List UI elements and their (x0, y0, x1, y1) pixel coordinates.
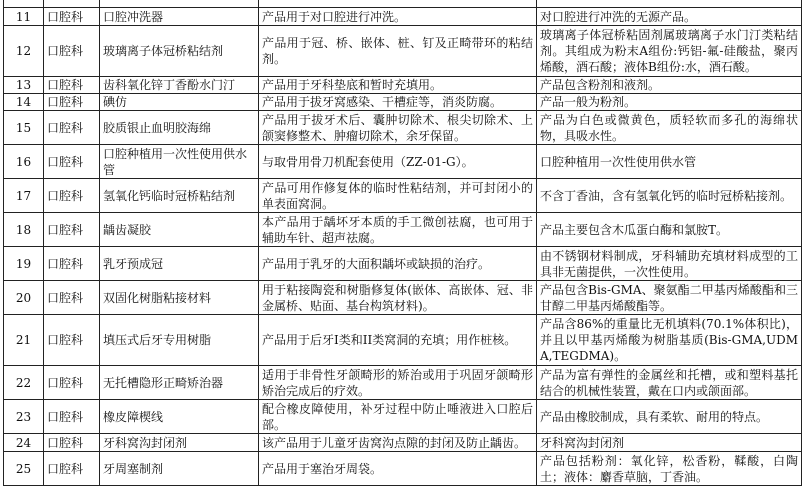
description-cell: 产品由橡胶制成，具有柔软、耐用的特点。 (537, 400, 802, 434)
table-row (4, 94, 802, 111)
product-name-cell: 橡皮障楔线 (100, 400, 259, 434)
row-number (4, 0, 44, 8)
intended-use-cell: 适用于非骨性牙颌畸形的矫治或用于巩固牙颌畸形矫治完成后的疗效。 (259, 366, 537, 400)
table-row (4, 400, 802, 434)
row-number: 24 (4, 434, 44, 452)
department-cell: 口腔科 (44, 366, 100, 400)
intended-use-cell: 产品用于拔牙术后、囊肿切除术、根尖切除术、上颌窦修整术、肿瘤切除术，余牙保留。 (259, 111, 537, 145)
row-number: 25 (4, 452, 44, 486)
description-cell: 产品主要包含木瓜蛋白酶和氯胺T。 (537, 213, 802, 247)
row-number: 17 (4, 179, 44, 213)
row-number: 13 (4, 77, 44, 94)
department-cell: 口腔科 (44, 452, 100, 486)
row-number: 16 (4, 145, 44, 179)
product-name-cell: 乳牙预成冠 (100, 247, 259, 281)
description-cell: 产品包含粉剂和液剂。 (537, 77, 802, 94)
table-row (4, 315, 802, 366)
table-row (4, 452, 802, 486)
description-cell (537, 0, 802, 8)
department-cell: 口腔科 (44, 247, 100, 281)
description-cell: 产品含86%的重量比无机填料(70.1%体积比)，并且以甲基丙烯酸为树脂基质(Bis-GMA,UDMA,TEGDMA)。 (537, 315, 802, 366)
table-row (4, 77, 802, 94)
department-cell: 口腔科 (44, 94, 100, 111)
table-row (4, 247, 802, 281)
device-catalog-table (3, 0, 802, 486)
intended-use-cell: 本产品用于龋坏牙本质的手工微创祛腐，也可用于辅助车针、超声祛腐。 (259, 213, 537, 247)
row-number: 22 (4, 366, 44, 400)
description-cell: 产品为富有弹性的金属丝和托槽，或和塑料基托结合的机械性装置，戴在口内或颌面部。 (537, 366, 802, 400)
row-number: 20 (4, 281, 44, 315)
row-number: 21 (4, 315, 44, 366)
row-number: 18 (4, 213, 44, 247)
description-cell: 由不锈钢材料制成，牙科辅助充填材料成型的工具非无菌提供，一次性使用。 (537, 247, 802, 281)
intended-use-cell: 产品用于塞治牙周袋。 (259, 452, 537, 486)
product-name-cell: 玻璃离子体冠桥粘结剂 (100, 26, 259, 77)
row-number: 23 (4, 400, 44, 434)
table-row (4, 213, 802, 247)
department-cell: 口腔科 (44, 8, 100, 26)
department-cell: 口腔科 (44, 179, 100, 213)
intended-use-cell: 产品用于对口腔进行冲洗。 (259, 8, 537, 26)
product-name-cell: 碘仿 (100, 94, 259, 111)
intended-use-cell: 产品用于后牙I类和II类窝洞的充填；用作桩核。 (259, 315, 537, 366)
row-number: 12 (4, 26, 44, 77)
description-cell: 产品包括粉剂：氧化锌，松香粉，鞣酸，白陶土；液体：麝香草脑，丁香油。 (537, 452, 802, 486)
department-cell: 口腔科 (44, 434, 100, 452)
department-cell (44, 0, 100, 8)
row-number: 15 (4, 111, 44, 145)
description-cell: 玻璃离子体冠桥粘固剂属玻璃离子水门汀类粘结剂。其组成为粉末A组份:钙铝-氟-硅酸盐，聚丙烯酸，酒石酸；液体B组份:水，酒石酸。 (537, 26, 802, 77)
table-row (4, 145, 802, 179)
department-cell: 口腔科 (44, 26, 100, 77)
product-name-cell: 齿科氧化锌丁香酚水门汀 (100, 77, 259, 94)
product-name-cell: 口腔冲洗器 (100, 8, 259, 26)
product-name-cell (100, 0, 259, 8)
table-row (4, 179, 802, 213)
department-cell: 口腔科 (44, 213, 100, 247)
description-cell: 产品包含Bis-GMA、聚氨酯二甲基丙烯酸酯和三甘醇二甲基丙烯酸酯等。 (537, 281, 802, 315)
product-name-cell: 牙周塞制剂 (100, 452, 259, 486)
product-name-cell: 填压式后牙专用树脂 (100, 315, 259, 366)
table-row (4, 26, 802, 77)
department-cell: 口腔科 (44, 281, 100, 315)
intended-use-cell: 产品用于牙科垫底和暂时充填用。 (259, 77, 537, 94)
description-cell: 对口腔进行冲洗的无源产品。 (537, 8, 802, 26)
product-name-cell: 双固化树脂粘接材料 (100, 281, 259, 315)
product-name-cell: 胶质银止血明胶海绵 (100, 111, 259, 145)
product-name-cell: 无托槽隐形正畸矫治器 (100, 366, 259, 400)
intended-use-cell: 用于粘接陶瓷和树脂修复体(嵌体、高嵌体、冠、非金属桥、贴面、基台构筑材料)。 (259, 281, 537, 315)
row-number: 14 (4, 94, 44, 111)
table-row (4, 0, 802, 8)
description-cell: 产品为白色或微黄色，质轻软而多孔的海绵状物，具吸水性。 (537, 111, 802, 145)
table-row (4, 111, 802, 145)
product-name-cell: 氢氧化钙临时冠桥粘结剂 (100, 179, 259, 213)
intended-use-cell: 产品可用作修复体的临时性粘结剂，并可封闭小的单表面窝洞。 (259, 179, 537, 213)
row-number: 19 (4, 247, 44, 281)
table-body (4, 0, 802, 486)
product-name-cell: 口腔种植用一次性使用供水管 (100, 145, 259, 179)
intended-use-cell (259, 0, 537, 8)
table-row (4, 8, 802, 26)
intended-use-cell: 配合橡皮障使用，补牙过程中防止唾液进入口腔后部。 (259, 400, 537, 434)
product-name-cell: 牙科窝沟封闭剂 (100, 434, 259, 452)
department-cell: 口腔科 (44, 145, 100, 179)
intended-use-cell: 与取骨用骨刀机配套使用（ZZ-01-G）。 (259, 145, 537, 179)
intended-use-cell: 产品用于乳牙的大面积龋坏或缺损的治疗。 (259, 247, 537, 281)
department-cell: 口腔科 (44, 400, 100, 434)
product-name-cell: 龋齿凝胶 (100, 213, 259, 247)
intended-use-cell: 该产品用于儿童牙齿窝沟点隙的封闭及防止龋齿。 (259, 434, 537, 452)
row-number: 11 (4, 8, 44, 26)
table-row (4, 281, 802, 315)
description-cell: 口腔种植用一次性使用供水管 (537, 145, 802, 179)
description-cell: 牙科窝沟封闭剂 (537, 434, 802, 452)
intended-use-cell: 产品用于冠、桥、嵌体、桩、钉及正畸带环的粘结剂。 (259, 26, 537, 77)
table-row (4, 366, 802, 400)
department-cell: 口腔科 (44, 111, 100, 145)
intended-use-cell: 产品用于拔牙窝感染、干槽症等，消炎防腐。 (259, 94, 537, 111)
table-row (4, 434, 802, 452)
description-cell: 产品一般为粉剂。 (537, 94, 802, 111)
department-cell: 口腔科 (44, 315, 100, 366)
department-cell: 口腔科 (44, 77, 100, 94)
description-cell: 不含丁香油，含有氢氧化钙的临时冠桥粘接剂。 (537, 179, 802, 213)
